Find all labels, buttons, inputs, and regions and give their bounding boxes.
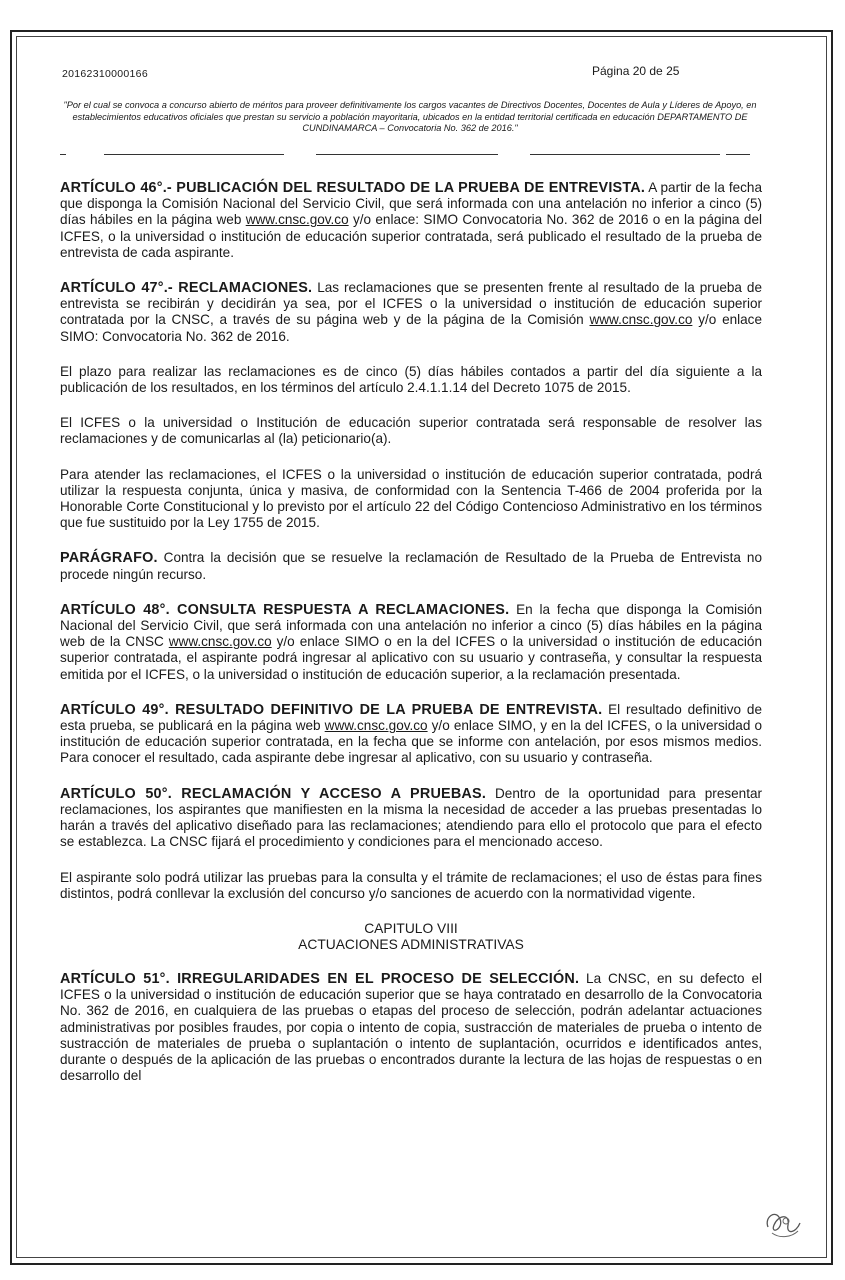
document-body (60, 180, 762, 1103)
cnsc-link[interactable]: www.cnsc.gov.co (245, 212, 349, 228)
header-rule (60, 154, 66, 155)
article-title: ARTÍCULO 47°.- RECLAMACIONES. (60, 280, 313, 297)
header-rule (316, 154, 498, 155)
article-title: ARTÍCULO 51°. IRREGULARIDADES EN EL PROCESO DE SELECCIÓN. (60, 970, 580, 987)
document-number: 20162310000166 (62, 68, 148, 80)
document-subtitle: "Por el cual se convoca a concurso abierto de méritos para proveer definitivamente los cargos vacantes de Directivos Docentes, Docentes de Aula y Líderes de Apoyo, en establecimientos educativos oficiales que prestan su servicio a población mayoritaria, ubicados en la entidad territorial certificada en educación DEPARTAMENTO DE CUNDINAMARCA – Convocatoria No. 362 de 2016." (63, 100, 757, 133)
page-number: Página 20 de 25 (592, 64, 680, 78)
article-47: ARTÍCULO 47°.- RECLAMACIONES. Las reclamaciones que se presenten frente al resultado de la prueba de entrevista se recibirán y decidirán ya sea, por el ICFES o la universidad o institución de educación superior contratada por la CNSC, a través de su página web y de la página de la Comisión www.cnsc.gov.co y/o enlace SIMO: Convocatoria No. 362 de 2016. (60, 280, 762, 344)
chapter-title: ACTUACIONES ADMINISTRATIVAS (298, 936, 524, 952)
chapter-number: CAPITULO VIII (364, 920, 458, 936)
paragraph-icfes: El ICFES o la universidad o Institución de educación superior contratada será responsable de resolver las reclamaciones y de comunicarlas al (la) peticionario(a). (60, 415, 762, 447)
article-48: ARTÍCULO 48°. CONSULTA RESPUESTA A RECLAMACIONES. En la fecha que disponga la Comisión Nacional del Servicio Civil, que será informada con una antelación no inferior a cinco (5) días hábiles en la página web de la CNSC www.cnsc.gov.co y/o enlace SIMO o en la del ICFES o la universidad o institución de educación superior contratada, el aspirante podrá ingresar al aplicativo con su usuario y contraseña, y consultar la respuesta emitida por el ICFES, o la universidad o institución de educación superior, a la reclamación presentada. (60, 601, 763, 682)
article-51: ARTÍCULO 51°. IRREGULARIDADES EN EL PROCESO DE SELECCIÓN. La CNSC, en su defecto el ICFES o la universidad o institución de educación superior que se haya contratado en desarrollo de la Convocatoria No. 362 de 2016, en cualquiera de las pruebas o etapas del proceso de selección, podrán adelantar actuaciones administrativas por posibles fraudes, por copia o intento de copia, sustracción de materiales de prueba o intento de sustracción de materiales de prueba o suplantación o intento de suplantación, ocurridos e identificados antes, durante o después de la aplicación de las pruebas o encontrados durante la lectura de las hojas de respuestas o en desarrollo del (60, 970, 762, 1084)
article-46: ARTÍCULO 46°.- PUBLICACIÓN DEL RESULTADO DE LA PRUEBA DE ENTREVISTA. A partir de la fecha que disponga la Comisión Nacional del Servicio Civil, que será informada con una antelación no inferior a cinco (5) días hábiles en la página web www.cnsc.gov.co y/o enlace: SIMO Convocatoria No. 362 de 2016 o en la página del ICFES, o la universidad o institución de educación superior contratada, será publicado el resultado de la prueba de entrevista de cada aspirante. (60, 180, 763, 260)
cnsc-link[interactable]: www.cnsc.gov.co (589, 312, 693, 328)
initials-stamp-icon (760, 1205, 808, 1241)
chapter-heading (60, 921, 762, 953)
article-title: ARTÍCULO 46°.- PUBLICACIÓN DEL RESULTADO DE LA PRUEBA DE ENTREVISTA. (60, 180, 646, 196)
paragrafo-title: PARÁGRAFO. (60, 550, 158, 567)
cnsc-link[interactable]: www.cnsc.gov.co (168, 634, 272, 650)
header-rule (530, 154, 720, 155)
article-title: ARTÍCULO 48°. CONSULTA RESPUESTA A RECLAMACIONES. (60, 601, 510, 618)
paragraph-atender: Para atender las reclamaciones, el ICFES o la universidad o institución de educación superior contratada, podrá utilizar la respuesta conjunta, única y masiva, de conformidad con la Sentencia T-466 de 2004 proferida por la Honorable Corte Constitucional y lo previsto por el artículo 22 del Código Contencioso Administrativo en los términos que fue sustituido por la Ley 1755 de 2015. (60, 466, 762, 531)
paragrafo: PARÁGRAFO. Contra la decisión que se resuelve la reclamación de Resultado de la Prueba de Entrevista no procede ningún recurso. (60, 550, 762, 582)
cnsc-link[interactable]: www.cnsc.gov.co (324, 718, 428, 734)
article-title: ARTÍCULO 50°. RECLAMACIÓN Y ACCESO A PRUEBAS. (60, 785, 487, 802)
article-title: ARTÍCULO 49°. RESULTADO DEFINITIVO DE LA PRUEBA DE ENTREVISTA. (60, 701, 603, 718)
article-50: ARTÍCULO 50°. RECLAMACIÓN Y ACCESO A PRUEBAS. Dentro de la oportunidad para presentar reclamaciones, los aspirantes que manifiesten en la misma la necesidad de acceder a las pruebas presentadas lo harán a través del aplicativo diseñado para las reclamaciones; atendiendo para ello el protocolo que para el efecto se establezca. La CNSC fijará el procedimiento y condiciones para el mencionado acceso. (60, 785, 762, 850)
header-rule (726, 154, 750, 155)
article-49: ARTÍCULO 49°. RESULTADO DEFINITIVO DE LA PRUEBA DE ENTREVISTA. El resultado definitivo de esta prueba, se publicará en la página web www.cnsc.gov.co y/o enlace SIMO, y en la del ICFES, o la universidad o institución de educación superior contratada, en la fecha que se informe con antelación, por esos mismos medios. Para conocer el resultado, cada aspirante debe ingresar al aplicativo, con su usuario y contraseña. (60, 701, 762, 766)
paragraph-plazo: El plazo para realizar las reclamaciones es de cinco (5) días hábiles contados a partir del día siguiente a la publicación de los resultados, en los términos del artículo 2.4.1.1.14 del Decreto 1075 de 2015. (60, 363, 762, 396)
header-rule (104, 154, 284, 155)
paragraph-aspirante: El aspirante solo podrá utilizar las pruebas para la consulta y el trámite de reclamaciones; el uso de éstas para fines distintos, podrá conllevar la exclusión del concurso y/o sanciones de acuerdo con la normatividad vigente. (60, 869, 762, 901)
